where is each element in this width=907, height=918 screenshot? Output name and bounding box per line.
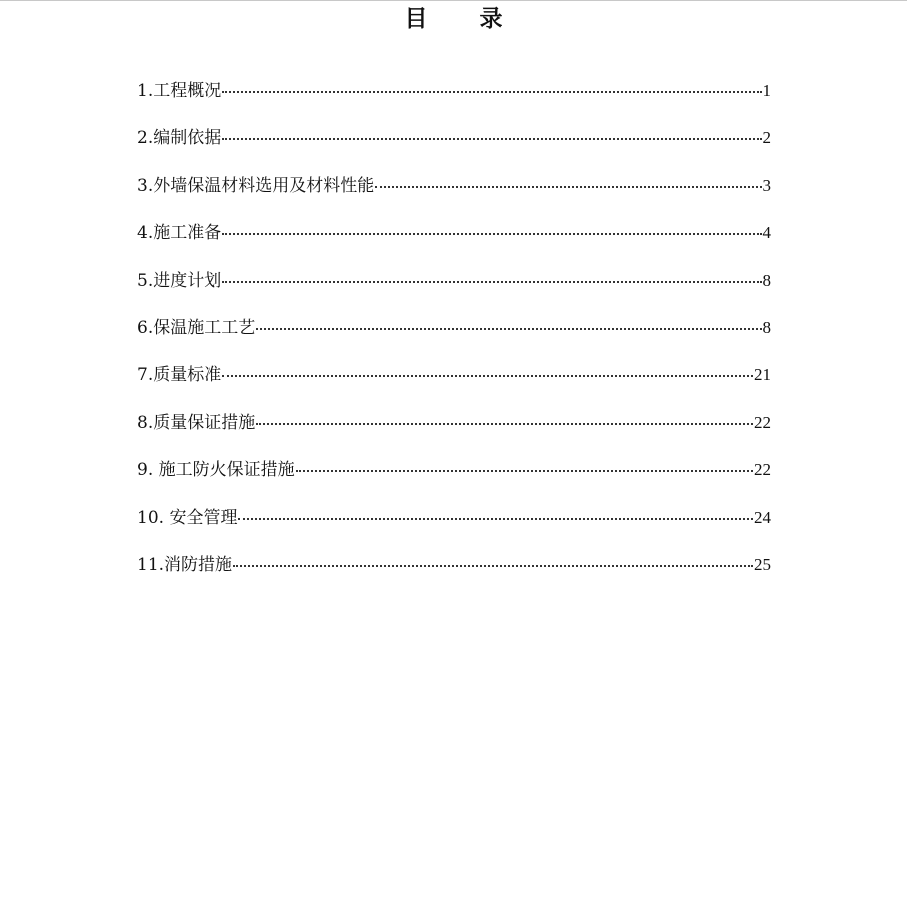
toc-entry[interactable] (137, 76, 771, 123)
toc-dot-leader (256, 313, 761, 333)
toc-entry[interactable] (137, 550, 771, 597)
toc-entry[interactable] (137, 313, 771, 360)
toc-dot-leader (222, 76, 761, 96)
toc-entry-page: 3 (762, 175, 771, 195)
toc-entry-label: 1.工程概况 (137, 81, 222, 101)
toc-entry-page: 2 (762, 128, 771, 148)
toc-entry-page: 8 (762, 317, 771, 337)
toc-dot-leader (222, 123, 761, 143)
toc-dot-leader (256, 408, 753, 428)
toc-entry-page: 24 (754, 507, 771, 527)
toc-entry-page: 8 (762, 270, 771, 290)
toc-entry-label: 3.外墙保温材料选用及材料性能 (137, 175, 375, 196)
toc-entry[interactable] (137, 503, 771, 550)
toc-dot-leader (222, 218, 761, 238)
toc-title: 目 录 (404, 5, 525, 32)
toc-entry-label: 8.质量保证措施 (137, 412, 256, 433)
toc-entry[interactable] (137, 360, 771, 407)
toc-entry[interactable] (137, 455, 771, 502)
toc-entry-label: 5.进度计划 (137, 270, 222, 291)
toc-entry-label: 9. 施工防火保证措施 (137, 460, 295, 481)
toc-entry-label: 11.消防措施 (137, 554, 233, 575)
toc-entry[interactable] (137, 218, 771, 265)
toc-dot-leader (375, 171, 761, 191)
toc-dot-leader (238, 503, 753, 523)
toc-entry-label: 6.保温施工工艺 (137, 317, 256, 338)
toc-entry-page: 1 (762, 81, 771, 100)
toc-entry-label: 2.编制依据 (137, 128, 222, 149)
toc-entry-page: 22 (754, 460, 771, 480)
toc-entry-label: 10. 安全管理 (137, 507, 238, 528)
toc-entry[interactable] (137, 123, 771, 170)
toc-entry-page: 21 (754, 365, 771, 385)
toc-entry-page: 25 (754, 554, 771, 574)
toc-entry-page: 4 (762, 223, 771, 243)
toc-dot-leader (222, 266, 761, 286)
toc-dot-leader (296, 455, 753, 475)
toc-entry-label: 4.施工准备 (137, 223, 222, 244)
toc-dot-leader (233, 550, 753, 570)
toc-dot-leader (222, 360, 753, 380)
toc-entry-label: 7.质量标准 (137, 365, 222, 386)
toc-entry-page: 22 (754, 412, 771, 432)
toc-entry[interactable] (137, 171, 771, 218)
toc-entry[interactable] (137, 408, 771, 455)
table-of-contents (137, 76, 771, 597)
toc-entry[interactable] (137, 266, 771, 313)
